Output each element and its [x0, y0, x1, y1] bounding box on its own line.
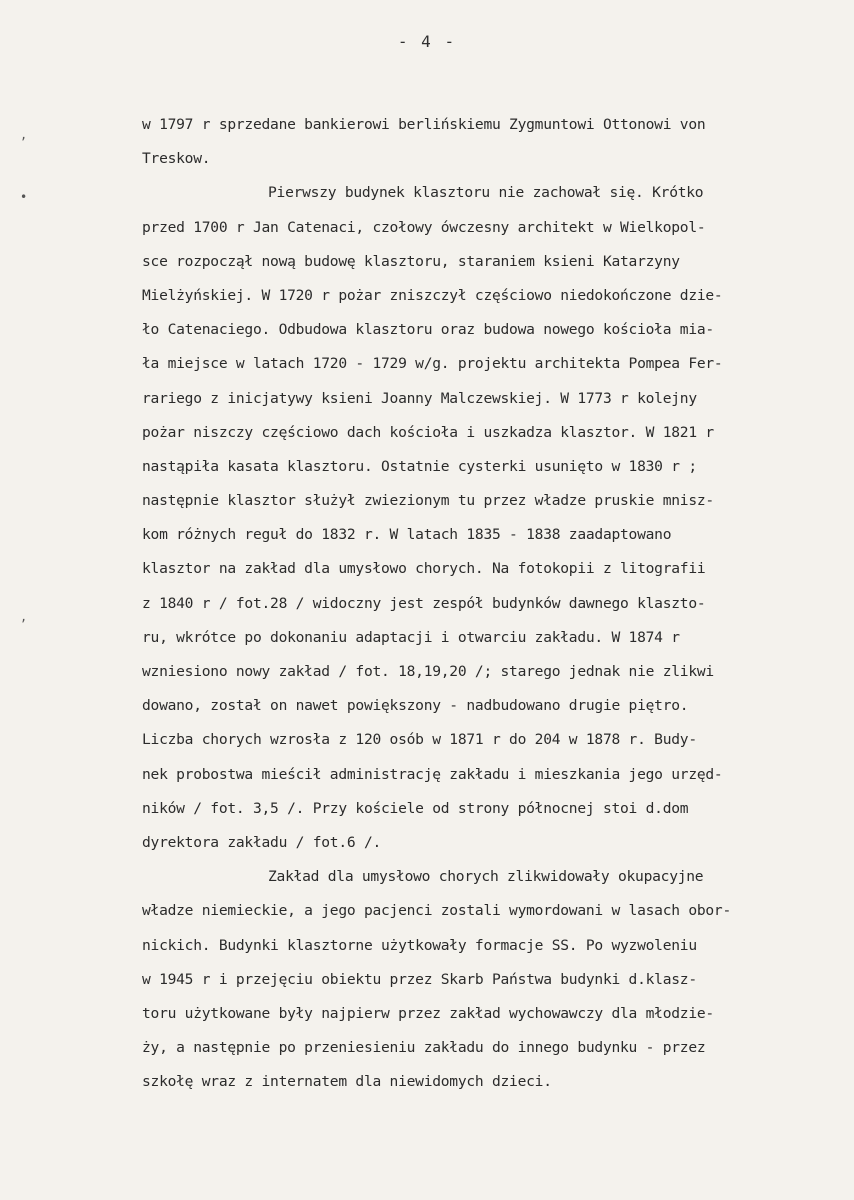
text-line: klasztor na zakład dla umysłowo chorych. Na fotokopii z litografii — [142, 560, 706, 578]
text-line: w 1797 r sprzedane bankierowi berlińskiemu Zygmuntowi Ottonowi von — [142, 116, 706, 133]
text-line: kom różnych reguł do 1832 r. W latach 1835 - 1838 zaadaptowano — [142, 526, 672, 544]
text-line: przed 1700 r Jan Catenaci, czołowy ówczesny architekt w Wielkopol- — [142, 218, 706, 236]
text-line: nek probostwa mieścił administrację zakładu i mieszkania jego urzęd- — [142, 765, 723, 783]
text-line: dowano, został on nawet powiększony - nadbudowano drugie piętro. — [142, 697, 689, 715]
text-line: następnie klasztor służył zwiezionym tu przez władze pruskie mnisz- — [142, 492, 714, 510]
body-text — [142, 108, 832, 1099]
text-line: ży, a następnie po przeniesieniu zakładu do innego budynku - przez — [142, 1039, 706, 1057]
text-line: szkołę wraz z internatem dla niewidomych dzieci. — [142, 1073, 552, 1091]
text-line: Treskow. — [142, 150, 211, 168]
margin-mark: , — [20, 610, 28, 624]
text-line: rariego z inicjatywy ksieni Joanny Malczewskiej. W 1773 r kolejny — [142, 389, 697, 407]
page-number: - 4 - — [397, 32, 457, 51]
text-line: pożar niszczy częściowo dach kościoła i uszkadza klasztor. W 1821 r — [142, 423, 714, 441]
text-line: sce rozpoczął nową budowę klasztoru, staraniem ksieni Katarzyny — [142, 252, 680, 270]
margin-mark: • — [20, 190, 28, 204]
text-line: Pierwszy budynek klasztoru nie zachował się. Krótko — [268, 184, 704, 202]
text-line: Liczba chorych wzrosła z 120 osób w 1871 r do 204 w 1878 r. Budy- — [142, 731, 697, 749]
text-line: nastąpiła kasata klasztoru. Ostatnie cysterki usunięto w 1830 r ; — [142, 457, 697, 475]
text-line: nickich. Budynki klasztorne użytkowały formacje SS. Po wyzwoleniu — [142, 936, 697, 954]
text-line: wzniesiono nowy zakład / fot. 18,19,20 /; starego jednak nie zlikwi — [142, 663, 714, 680]
text-line: ników / fot. 3,5 /. Przy kościele od strony północnej stoi d.dom — [142, 799, 689, 817]
text-line: toru użytkowane były najpierw przez zakład wychowawczy dla młodzie- — [142, 1004, 714, 1022]
text-line: ło Catenaciego. Odbudowa klasztoru oraz budowa nowego kościoła mia- — [142, 321, 714, 339]
text-line: z 1840 r / fot.28 / widoczny jest zespół budynków dawnego klaszto- — [142, 594, 706, 612]
text-line: ła miejsce w latach 1720 - 1729 w/g. projektu architekta Pompea Fer- — [142, 355, 723, 373]
text-line: ru, wkrótce po dokonaniu adaptacji i otwarciu zakładu. W 1874 r — [142, 628, 680, 646]
text-line: władze niemieckie, a jego pacjenci zostali wymordowani w lasach obor- — [142, 902, 731, 920]
margin-mark: , — [20, 128, 28, 142]
text-line: Zakład dla umysłowo chorych zlikwidowały okupacyjne — [268, 868, 704, 886]
text-line: w 1945 r i przejęciu obiektu przez Skarb Państwa budynki d.klasz- — [142, 970, 697, 988]
text-line: Mielżyńskiej. W 1720 r pożar zniszczył częściowo niedokończone dzie- — [142, 286, 723, 304]
text-line: dyrektora zakładu / fot.6 /. — [142, 833, 382, 851]
